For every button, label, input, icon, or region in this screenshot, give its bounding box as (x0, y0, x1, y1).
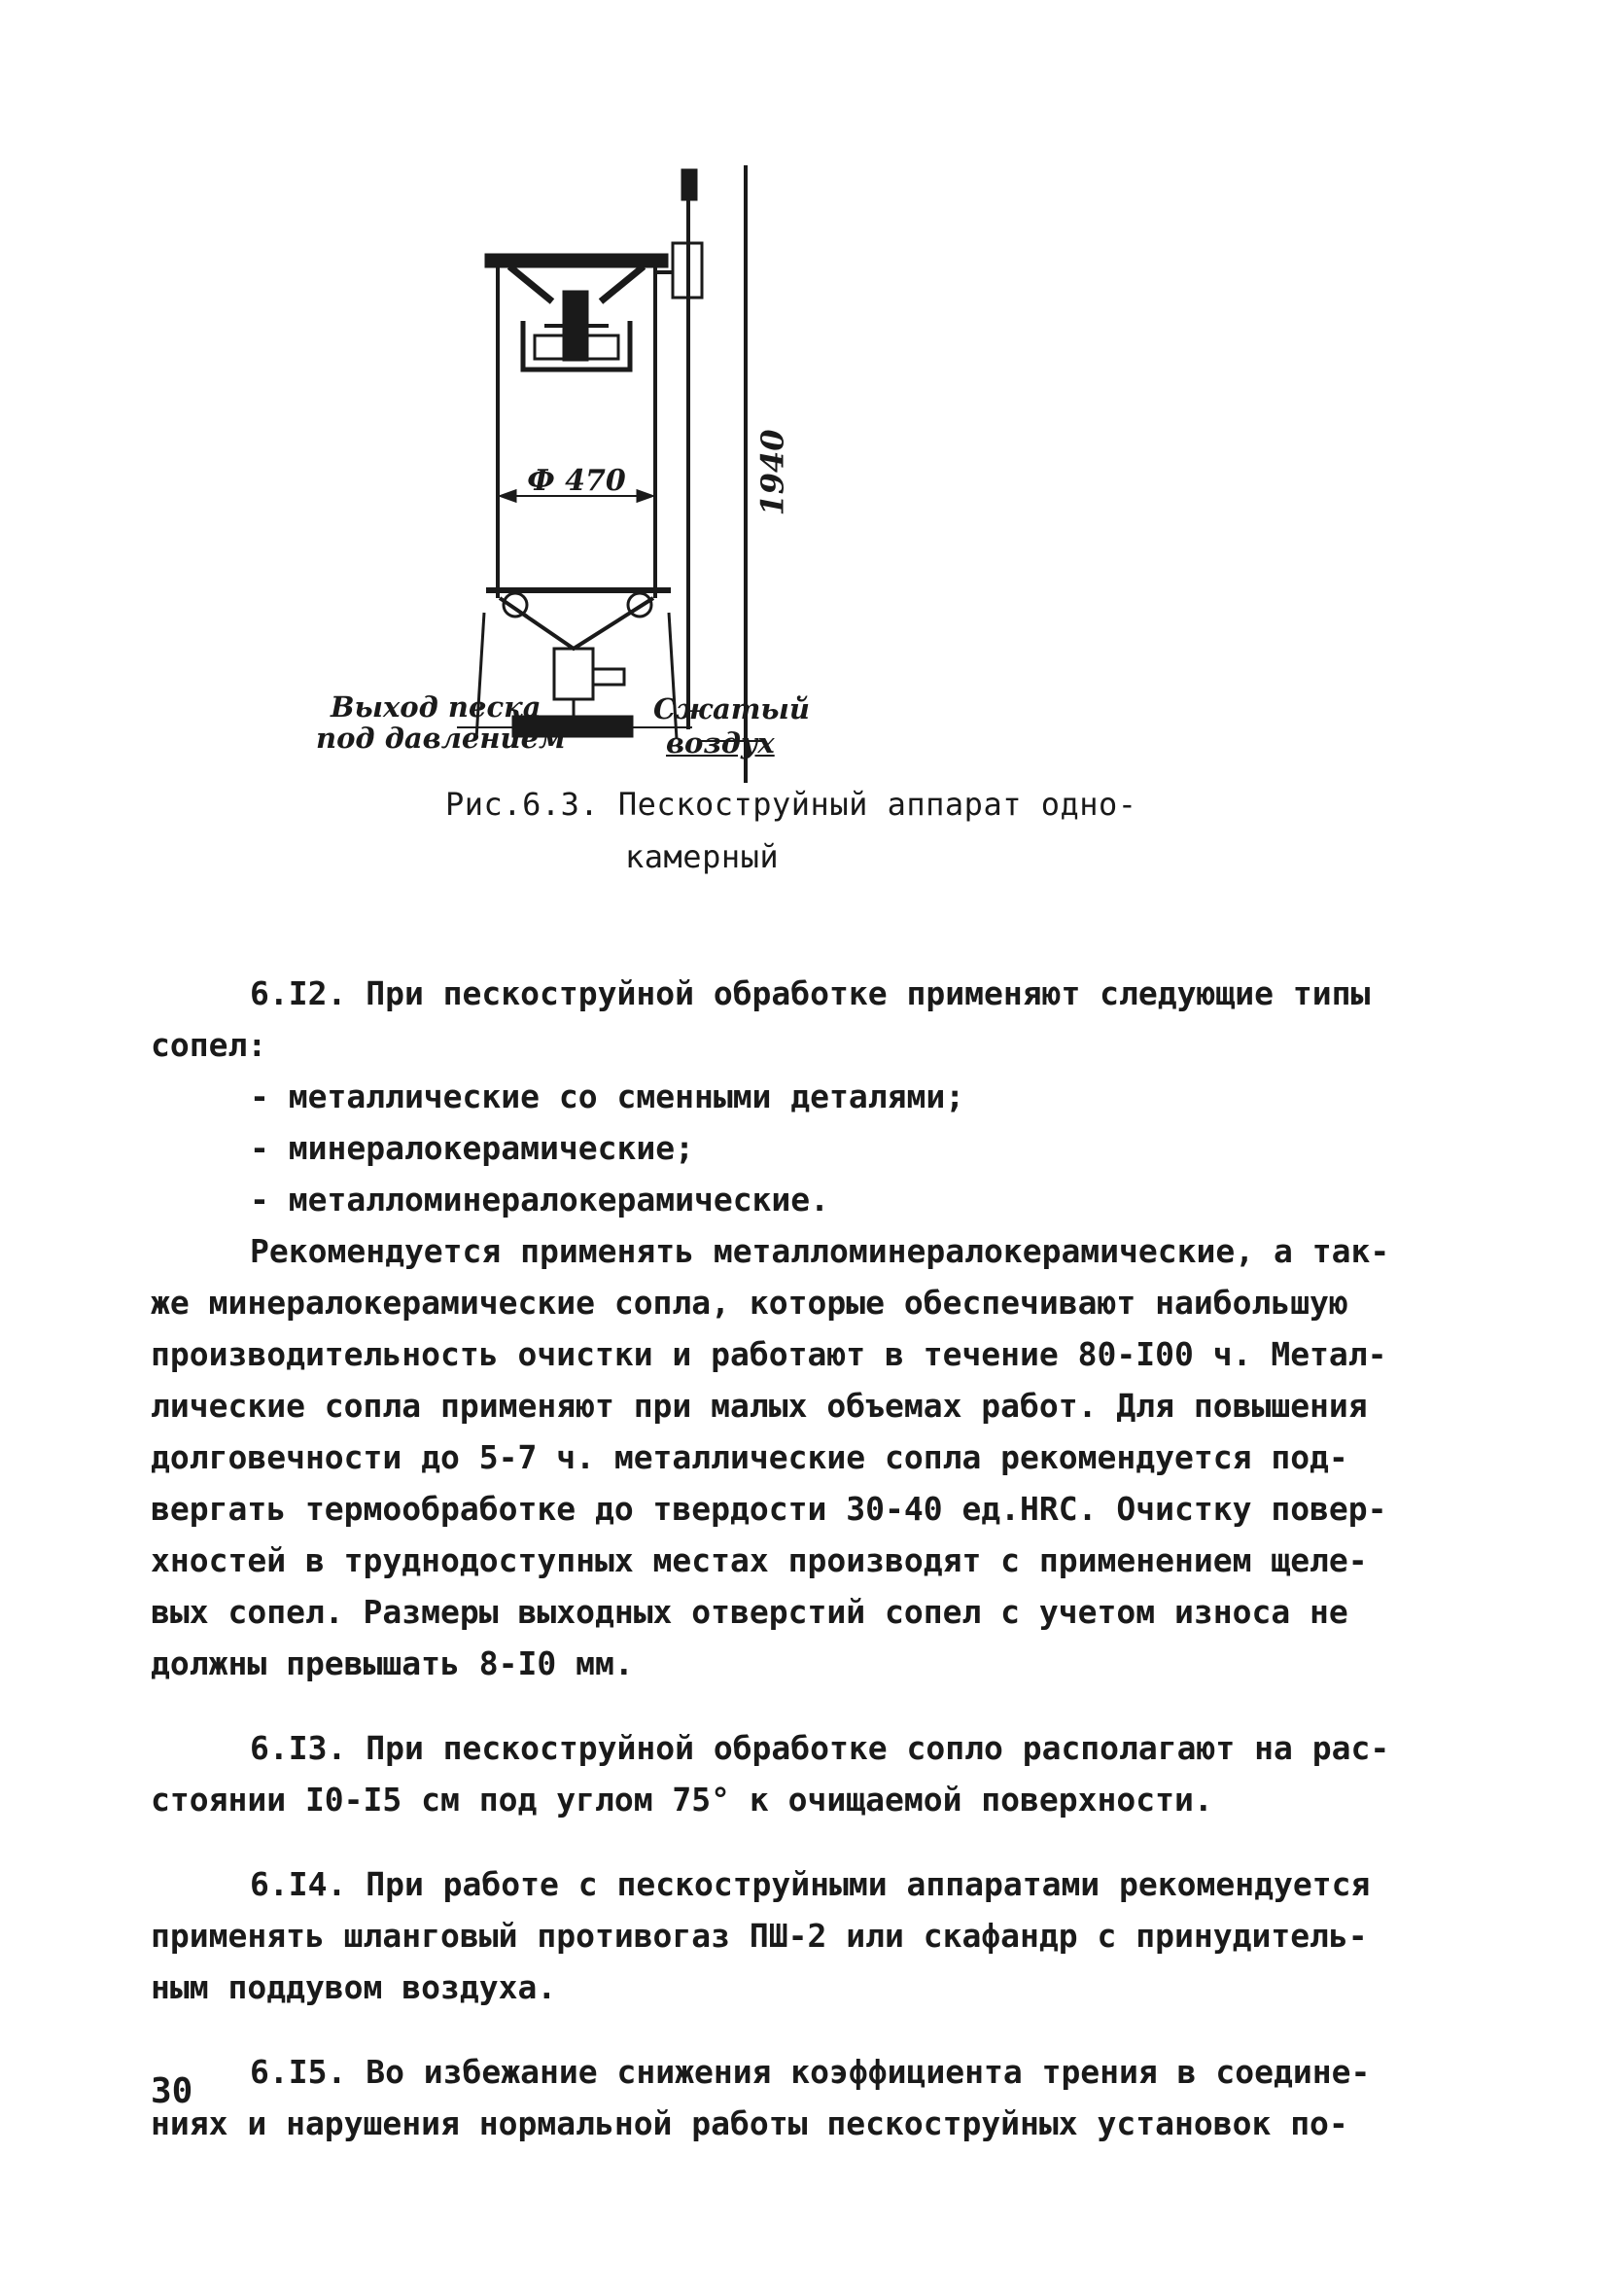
body-text (151, 968, 1453, 2149)
caption-line-2: камерный (625, 838, 780, 875)
mixing-nozzle (593, 669, 624, 685)
compressed-air-label-1: Сжатый (653, 692, 811, 725)
sand-outlet-label-1: Выход песка (331, 690, 541, 724)
figure-caption (445, 778, 1242, 883)
p612-text-line: производительность очистки и работают в течение 80-I00 ч. Метал- (151, 1335, 1387, 1373)
p613-line-2: стоянии I0-I5 см под углом 75° к очищаемой поверхности. (151, 1781, 1213, 1819)
diameter-arrow-right (638, 491, 651, 501)
p612-text-line: вергать термообработке до твердости 30-40 ед.HRC. Очистку повер- (151, 1490, 1387, 1528)
height-dimension-line (744, 165, 748, 783)
diameter-dimension: Ф 470 (527, 464, 626, 498)
p612-text-line: лические сопла применяют при малых объемах работ. Для повышения (151, 1387, 1368, 1425)
p614-line-2: применять шланговый противогаз ПШ-2 или скафандр с принудитель- (151, 1917, 1368, 1955)
p612-line-1: 6.I2. При пескоструйной обработке применяют следующие типы (250, 974, 1371, 1012)
p612-text-line: Рекомендуется применять металломинералокерамические, а так- (250, 1232, 1390, 1270)
p615-line-2: ниях и нарушения нормальной работы пескоструйных установок по- (151, 2104, 1348, 2142)
p615-line-1: 6.I5. Во избежание снижения коэффициента трения в соедине- (250, 2053, 1371, 2091)
p612-line-2: сопел: (151, 1026, 267, 1064)
p612-text-line: вых сопел. Размеры выходных отверстий сопел с учетом износа не (151, 1593, 1348, 1631)
p612-text-line: хностей в труднодоступных местах производят с применением щеле- (151, 1541, 1368, 1579)
p612-text-line: же минералокерамические сопла, которые обеспечивают наибольшую (151, 1284, 1348, 1322)
sand-outlet-label-2: под давлением (316, 722, 566, 755)
sandblaster-figure (316, 165, 1167, 788)
caption-line-1: Рис.6.3. Пескоструйный аппарат одно- (445, 786, 1137, 823)
diameter-arrow-left (502, 491, 515, 501)
compressed-air-label-2: воздух (666, 726, 775, 759)
p614-line-1: 6.I4. При работе с пескоструйными аппаратами рекомендуется (250, 1865, 1371, 1903)
nozzle-type-item: - металлические со сменными деталями; (250, 1077, 965, 1115)
p612-text-line: долговечности до 5-7 ч. металлические сопла рекомендуется под- (151, 1438, 1348, 1476)
height-dimension: 1940 (753, 429, 791, 516)
top-funnel-right (601, 266, 644, 301)
page-number: 30 (151, 2071, 193, 2111)
p613-line-1: 6.I3. При пескоструйной обработке сопло располагают на рас- (250, 1729, 1390, 1767)
nozzle-type-item: - металломинералокерамические. (250, 1181, 830, 1219)
top-flange (486, 255, 667, 266)
nozzle-type-item: - минералокерамические; (250, 1129, 694, 1167)
mixing-chamber (554, 649, 593, 699)
pressure-gauge (682, 170, 696, 199)
p614-line-3: ным поддувом воздуха. (151, 1968, 557, 2006)
top-funnel-left (509, 266, 552, 301)
p612-text-line: должны превышать 8-I0 мм. (151, 1644, 634, 1682)
bottom-cone (500, 598, 653, 649)
